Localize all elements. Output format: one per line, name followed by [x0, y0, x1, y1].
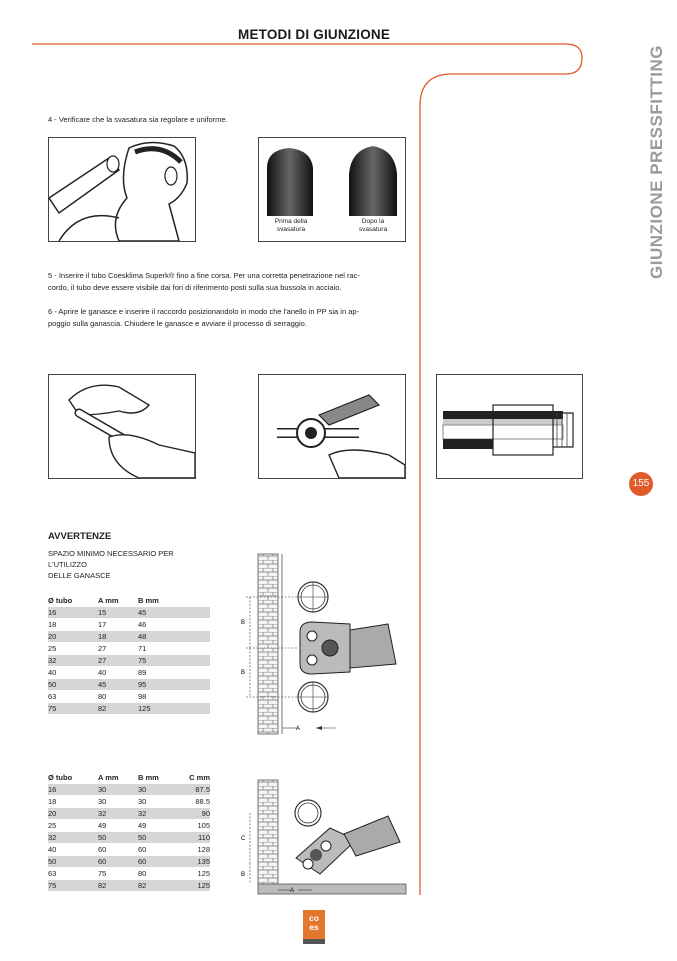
table-cell: 110 — [178, 832, 210, 844]
table-cell: 49 — [98, 820, 138, 832]
table-cell: 128 — [178, 844, 210, 856]
table-cell: 18 — [48, 796, 98, 808]
table-cell: 17 — [98, 619, 138, 631]
caption-before: Prima della svasatura — [274, 218, 308, 233]
table-row — [48, 631, 210, 643]
caption-after: Dopo la svasatura — [358, 218, 388, 233]
table-row — [48, 880, 210, 892]
table-cell: 63 — [48, 868, 98, 880]
table-row — [48, 703, 210, 715]
table-cell: 60 — [138, 844, 178, 856]
table-cell: 105 — [178, 820, 210, 832]
table-cell: 32 — [98, 808, 138, 820]
table-cell: 82 — [98, 880, 138, 892]
figure-fitting-section — [436, 374, 583, 479]
table-cell: 25 — [48, 820, 98, 832]
table-cell: 16 — [48, 784, 98, 796]
table-cell: 75 — [48, 880, 98, 892]
warning-title: AVVERTENZE — [48, 531, 112, 542]
table-row — [48, 820, 210, 832]
figure-inspect-flare — [48, 137, 196, 242]
col-header: Ø tubo — [48, 772, 73, 782]
table-cell: 87.5 — [178, 784, 210, 796]
table-row — [48, 607, 210, 619]
table-cell: 45 — [98, 679, 138, 691]
table-cell: 30 — [98, 784, 138, 796]
table-cell: 16 — [48, 607, 98, 619]
table-cell: 30 — [138, 796, 178, 808]
step-5-text: 5 - Inserire il tubo Coesklima Superk® fino a fine corsa. Per una corretta penetrazione nel rac- cordo, il tubo deve essere visibile dai fori di riferimento posti sulla sua bussola in acciaio. — [48, 271, 360, 292]
col-header: B mm — [138, 772, 159, 782]
table-row — [48, 808, 210, 820]
table-row — [48, 655, 210, 667]
table-clearance-abc — [48, 771, 210, 892]
table-row — [48, 667, 210, 679]
dim-label-b: B — [241, 670, 246, 676]
table-cell: 125 — [138, 703, 210, 715]
table-row — [48, 796, 210, 808]
table-cell: 125 — [178, 880, 210, 892]
table-cell: 20 — [48, 808, 98, 820]
table-cell: 40 — [98, 667, 138, 679]
table-cell: 48 — [138, 631, 210, 643]
table-row — [48, 784, 210, 796]
table-row — [48, 619, 210, 631]
table-cell: 32 — [48, 655, 98, 667]
dim-label-c: C — [241, 836, 246, 842]
step-6-text: 6 - Aprire le ganasce e inserire il raccordo posizionandolo in modo che l'anello in PP sia in ap- poggio sulla ganascia. Chiudere le ganasce e avviare il processo di serraggio. — [48, 307, 360, 328]
table-row — [48, 679, 210, 691]
table-row — [48, 832, 210, 844]
table-cell: 32 — [48, 832, 98, 844]
table-cell: 88.5 — [178, 796, 210, 808]
dim-label-a: A — [290, 888, 295, 894]
warning-subtitle: SPAZIO MINIMO NECESSARIO PER L'UTILIZZO DELLE GANASCE — [48, 549, 174, 580]
table-cell: 135 — [178, 856, 210, 868]
table-row — [48, 844, 210, 856]
table-row — [48, 643, 210, 655]
figure-press-tool — [258, 374, 406, 479]
dim-label-a: A — [296, 726, 301, 732]
table-cell: 95 — [138, 679, 210, 691]
table-cell: 89 — [138, 667, 210, 679]
table-clearance-ab — [48, 594, 210, 715]
table-cell: 125 — [178, 868, 210, 880]
table-cell: 25 — [48, 643, 98, 655]
table-cell: 27 — [98, 655, 138, 667]
col-header: Ø tubo — [48, 595, 73, 605]
table-cell: 40 — [48, 844, 98, 856]
table-cell: 18 — [98, 631, 138, 643]
col-header: B mm — [138, 595, 159, 605]
table-cell: 75 — [98, 868, 138, 880]
section-side-title: GIUNZIONE PRESSFITTING — [647, 44, 666, 279]
table-cell: 63 — [48, 691, 98, 703]
table-cell: 18 — [48, 619, 98, 631]
table-cell: 98 — [138, 691, 210, 703]
table-row — [48, 856, 210, 868]
diagram-clearance-corner — [238, 778, 408, 896]
table-cell: 46 — [138, 619, 210, 631]
coes-logo: co es — [303, 910, 325, 944]
page-title: METODI DI GIUNZIONE — [238, 27, 391, 42]
table-cell: 82 — [98, 703, 138, 715]
table-cell: 60 — [138, 856, 178, 868]
table-cell: 40 — [48, 667, 98, 679]
table-cell: 71 — [138, 643, 210, 655]
table-cell: 50 — [98, 832, 138, 844]
table-cell: 80 — [138, 868, 178, 880]
table-cell: 30 — [98, 796, 138, 808]
table-cell: 30 — [138, 784, 178, 796]
table-cell: 82 — [138, 880, 178, 892]
table-cell: 50 — [48, 679, 98, 691]
table-cell: 80 — [98, 691, 138, 703]
step-4-text: 4 - Verificare che la svasatura sia regolare e uniforme. — [48, 115, 228, 124]
figure-flare-comparison — [258, 137, 406, 242]
figure-insert-pipe — [48, 374, 196, 479]
table-cell: 60 — [98, 856, 138, 868]
table-cell: 50 — [138, 832, 178, 844]
table-row — [48, 868, 210, 880]
table-cell: 60 — [98, 844, 138, 856]
table-cell: 49 — [138, 820, 178, 832]
table-cell: 45 — [138, 607, 210, 619]
col-header: A mm — [98, 772, 119, 782]
table-cell: 75 — [48, 703, 98, 715]
table-cell: 32 — [138, 808, 178, 820]
table-cell: 90 — [178, 808, 210, 820]
page-number-badge: 155 — [629, 472, 653, 496]
table-cell: 50 — [48, 856, 98, 868]
diagram-clearance-wall — [238, 552, 408, 742]
dim-label-b: B — [241, 872, 246, 878]
table-row — [48, 691, 210, 703]
col-header: C mm — [189, 772, 210, 782]
table-cell: 20 — [48, 631, 98, 643]
table-cell: 15 — [98, 607, 138, 619]
dim-label-b: B — [241, 620, 246, 626]
table-cell: 75 — [138, 655, 210, 667]
col-header: A mm — [98, 595, 119, 605]
table-cell: 27 — [98, 643, 138, 655]
